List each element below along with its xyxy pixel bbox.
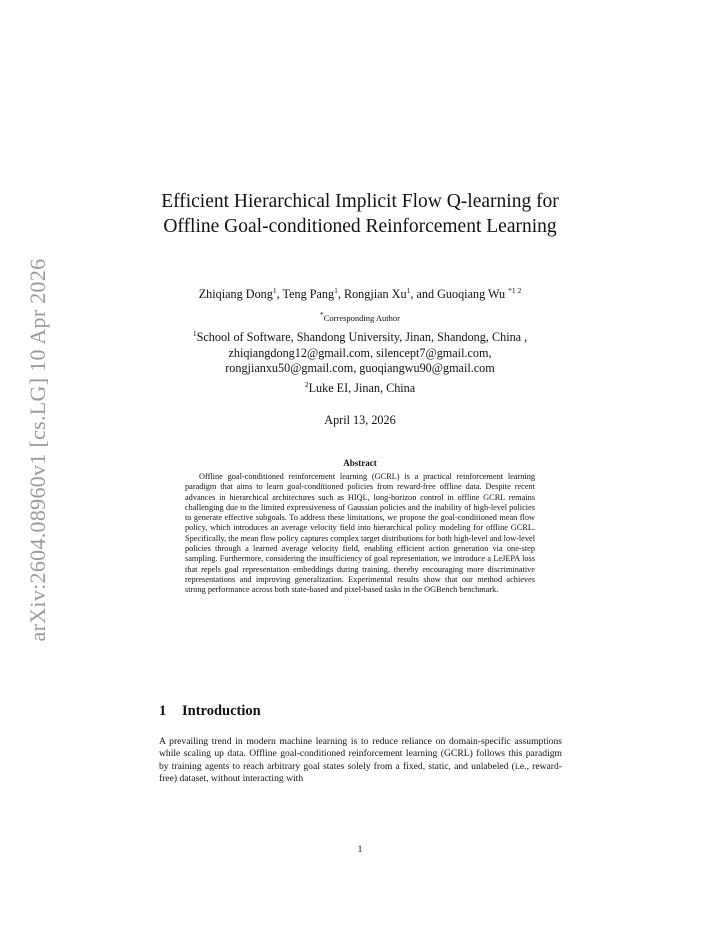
author-name: Teng Pang [282,287,335,302]
author-name: Guoqiang Wu [437,287,506,302]
author-name: Zhiqiang Dong [198,287,273,302]
author-separator: , [276,287,283,302]
corresponding-mark: * [319,310,324,319]
paper-title: Efficient Hierarchical Implicit Flow Q-learning for Offline Goal-conditioned Reinforcement Learning [161,191,559,237]
section-number: 1 [159,703,167,719]
author-list [130,283,590,302]
corresponding-author-note [230,310,490,323]
affiliation-text: School of Software, Shandong University, Jinan, Shandong, China , [196,330,528,345]
author-separator: , [337,287,344,302]
affiliation-text: Luke EI, Jinan, China [308,380,416,395]
author-affiliation-mark: *1 2 [508,286,522,295]
paper-date: April 13, 2026 [324,413,396,427]
page-number: 1 [357,845,363,855]
abstract-body: Offline goal-conditioned reinforcement learning (GCRL) is a practical reinforcement learning paradigm that aims to learn goal-conditioned policies from reward-free offline data. Despite recent advances in hierarchical architectures such as HIQL, long-horizon control in offline GCRL remains challenging due to the limited expressiveness of Gaussian policies and the inability of high-level policies to generate effective subgoals. To address these limitations, we propose the goal-conditioned mean flow policy, which introduces an average velocity field into hierarchical policy modeling for offline GCRL. Specifically, the mean flow policy captures complex target distributions for both high-level and low-level policies through a learned average velocity field, enabling efficient action generation via one-step sampling. Furthermore, considering the insufficiency of goal representation, we introduce a LeJEPA loss that repels goal representation embeddings during training, thereby encouraging more discriminative representations and improving generalization. Experimental results show that our method achieves strong performance across both state-based and pixel-based tasks in the OGBench benchmark. [185,472,535,595]
author-affiliation-mark: 1 [334,286,338,295]
email-line-1: zhiqiangdong12@gmail.com, silencept7@gmail.com, [228,345,492,360]
email-line-2: rongjianxu50@gmail.com, guoqiangwu90@gmail.com [225,361,495,376]
author-affiliation-mark: 1 [272,286,277,295]
author-affiliation-mark: 1 [406,286,411,295]
affiliations [120,326,600,397]
section-heading [159,703,261,720]
affiliation-2 [120,377,600,397]
corresponding-text: Corresponding Author [323,312,400,323]
affiliation-mark: 2 [304,379,309,389]
author-name: Rongjian Xu [343,287,407,302]
affiliation-mark: 1 [192,329,197,338]
introduction-paragraph: A prevailing trend in modern machine learning is to reduce reliance on domain-specific assumptions while scaling up data. Offline goal-conditioned reinforcement learning (GCRL) follows this paradigm by training agents to reach arbitrary goal states solely from a fixed, static, and unlabeled (i.e., reward-free) dataset, without interacting with [159,736,562,785]
author-separator: , and [410,287,438,302]
arxiv-identifier-stamp: arXiv:2604.08960v1 [cs.LG] 10 Apr 2026 [25,258,50,642]
abstract-heading: Abstract [343,458,377,468]
section-title: Introduction [182,703,261,719]
affiliation-1 [120,326,600,346]
